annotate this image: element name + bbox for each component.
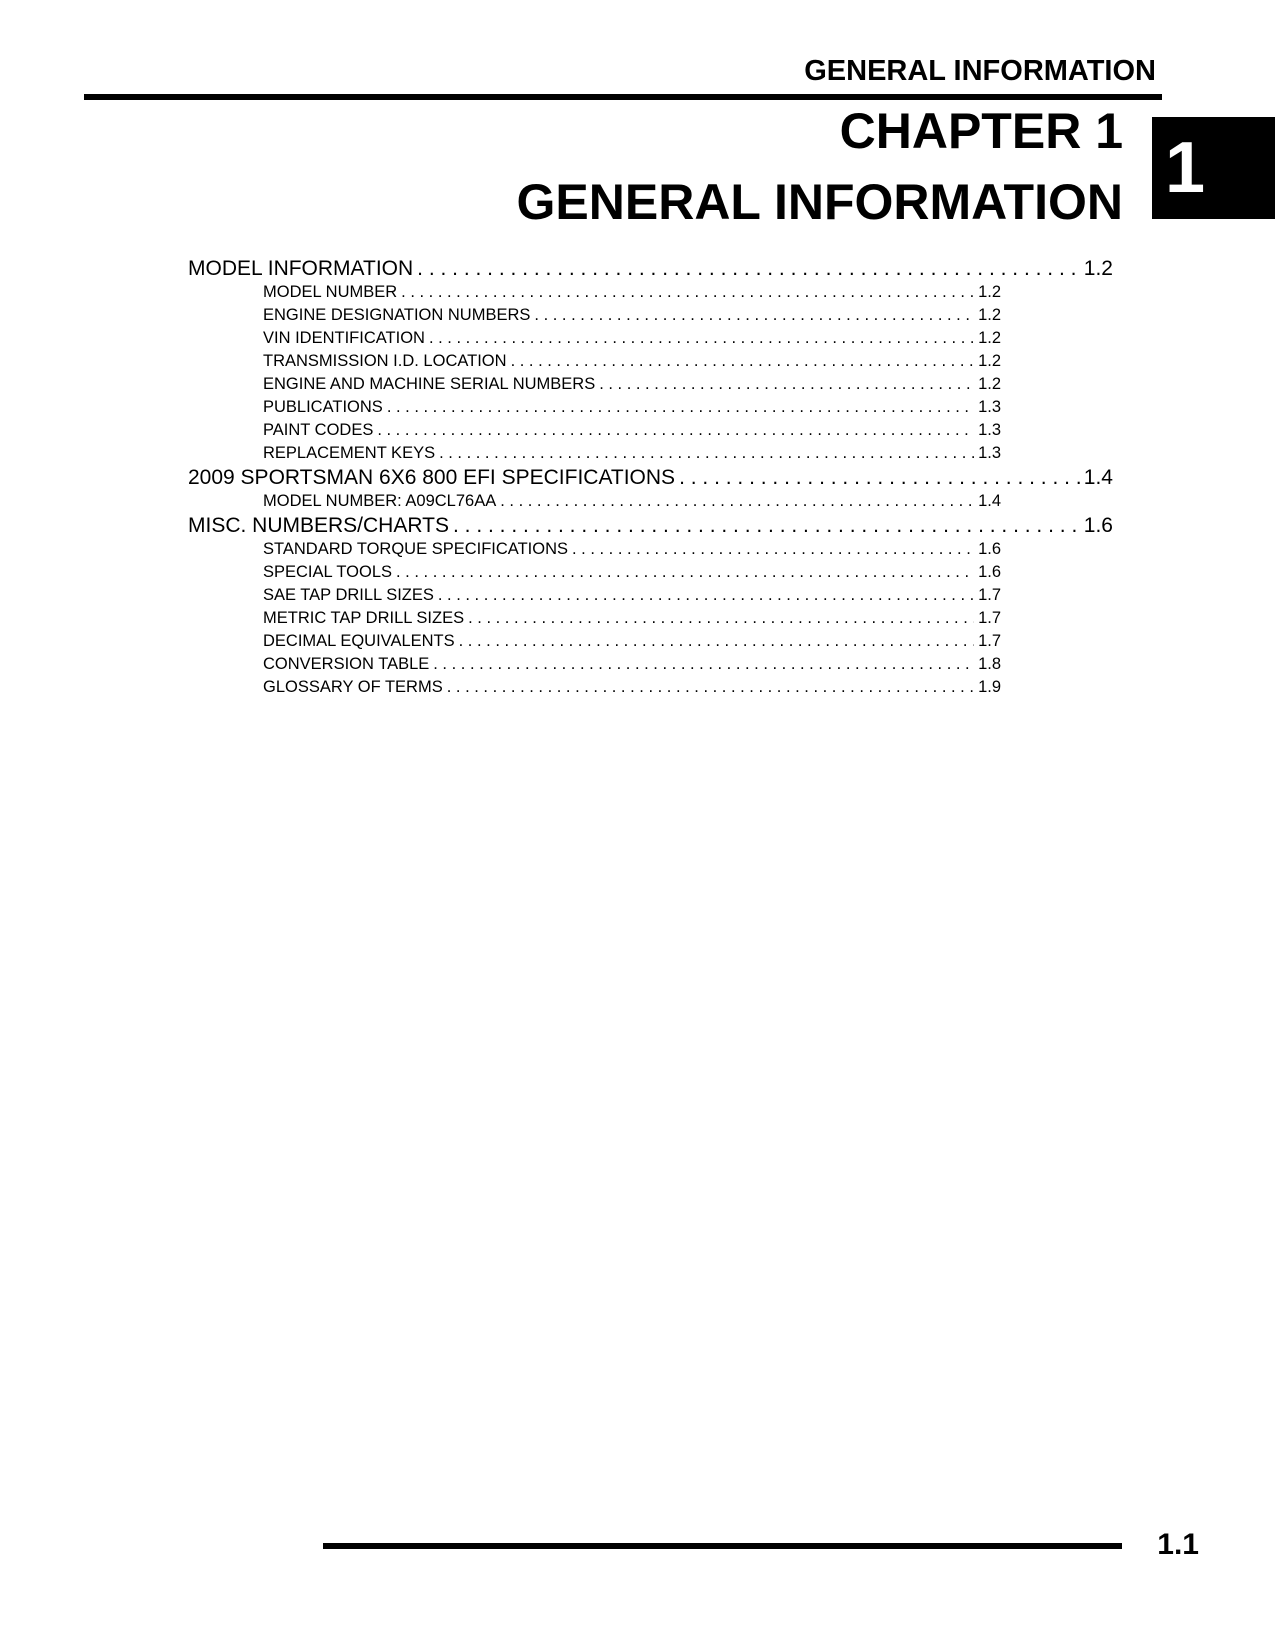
chapter-tab: 1 bbox=[1152, 117, 1275, 219]
toc-entry-page: 1.7 bbox=[978, 586, 1001, 604]
toc-entry-label: MODEL NUMBER: A09CL76AA bbox=[263, 492, 497, 510]
toc-subsection-entry[interactable] bbox=[263, 442, 1001, 465]
toc-entry-page: 1.4 bbox=[978, 492, 1001, 510]
running-header-title: GENERAL INFORMATION bbox=[804, 55, 1156, 87]
toc-subsection-entry[interactable] bbox=[263, 396, 1001, 419]
toc-dot-leader bbox=[438, 584, 974, 607]
toc-dot-leader bbox=[534, 304, 974, 327]
page-number: 1.1 bbox=[1157, 1528, 1199, 1561]
toc-entry-label: METRIC TAP DRILL SIZES bbox=[263, 609, 465, 627]
toc-subsection-entry[interactable] bbox=[263, 653, 1001, 676]
table-of-contents bbox=[188, 256, 1113, 699]
toc-entry-label: STANDARD TORQUE SPECIFICATIONS bbox=[263, 540, 568, 558]
toc-entry-page: 1.2 bbox=[978, 375, 1001, 393]
toc-subsection-entry[interactable] bbox=[263, 304, 1001, 327]
chapter-title: GENERAL INFORMATION bbox=[516, 174, 1123, 230]
toc-dot-leader bbox=[511, 350, 975, 373]
toc-dot-leader bbox=[396, 561, 974, 584]
toc-dot-leader bbox=[387, 396, 974, 419]
toc-entry-page: 1.7 bbox=[978, 632, 1001, 650]
toc-subsection-entry[interactable] bbox=[263, 584, 1001, 607]
toc-subsection-entry[interactable] bbox=[263, 561, 1001, 584]
toc-entry-label: PUBLICATIONS bbox=[263, 398, 383, 416]
toc-section-entry[interactable] bbox=[188, 256, 1113, 281]
toc-entry-label: MODEL NUMBER bbox=[263, 283, 398, 301]
toc-entry-page: 1.2 bbox=[978, 283, 1001, 301]
toc-entry-page: 1.8 bbox=[978, 655, 1001, 673]
toc-subsection-entry[interactable] bbox=[263, 676, 1001, 699]
toc-entry-page: 1.3 bbox=[978, 444, 1001, 462]
toc-entry-page: 1.6 bbox=[978, 563, 1001, 581]
toc-subsection-entry[interactable] bbox=[263, 373, 1001, 396]
toc-subsection-entry[interactable] bbox=[263, 630, 1001, 653]
toc-entry-label: MODEL INFORMATION bbox=[188, 257, 414, 280]
toc-dot-leader bbox=[417, 256, 1080, 281]
toc-entry-page: 1.4 bbox=[1083, 466, 1113, 489]
toc-dot-leader bbox=[599, 373, 974, 396]
footer-rule bbox=[323, 1543, 1122, 1549]
toc-entry-page: 1.6 bbox=[978, 540, 1001, 558]
toc-dot-leader bbox=[453, 513, 1080, 538]
toc-dot-leader bbox=[439, 442, 974, 465]
toc-section-entry[interactable] bbox=[188, 513, 1113, 538]
toc-dot-leader bbox=[401, 281, 974, 304]
toc-entry-label: GLOSSARY OF TERMS bbox=[263, 678, 443, 696]
toc-dot-leader bbox=[433, 653, 974, 676]
toc-dot-leader bbox=[429, 327, 974, 350]
toc-entry-page: 1.2 bbox=[1083, 257, 1113, 280]
toc-entry-page: 1.2 bbox=[978, 352, 1001, 370]
toc-subsection-entry[interactable] bbox=[263, 419, 1001, 442]
toc-section-entry[interactable] bbox=[188, 465, 1113, 490]
toc-entry-label: ENGINE AND MACHINE SERIAL NUMBERS bbox=[263, 375, 596, 393]
toc-subsection-entry[interactable] bbox=[263, 607, 1001, 630]
toc-dot-leader bbox=[679, 465, 1080, 490]
toc-entry-label: DECIMAL EQUIVALENTS bbox=[263, 632, 455, 650]
toc-entry-label: PAINT CODES bbox=[263, 421, 374, 439]
toc-entry-label: SPECIAL TOOLS bbox=[263, 563, 393, 581]
toc-dot-leader bbox=[447, 676, 974, 699]
toc-dot-leader bbox=[377, 419, 974, 442]
toc-entry-page: 1.2 bbox=[978, 329, 1001, 347]
toc-subsection-entry[interactable] bbox=[263, 350, 1001, 373]
toc-dot-leader bbox=[459, 630, 974, 653]
toc-entry-label: ENGINE DESIGNATION NUMBERS bbox=[263, 306, 531, 324]
toc-dot-leader bbox=[572, 538, 974, 561]
toc-entry-label: CONVERSION TABLE bbox=[263, 655, 430, 673]
toc-dot-leader bbox=[468, 607, 974, 630]
toc-dot-leader bbox=[500, 490, 974, 513]
toc-subsection-entry[interactable] bbox=[263, 538, 1001, 561]
toc-entry-page: 1.9 bbox=[978, 678, 1001, 696]
toc-entry-label: TRANSMISSION I.D. LOCATION bbox=[263, 352, 507, 370]
toc-entry-label: 2009 SPORTSMAN 6X6 800 EFI SPECIFICATIONS bbox=[188, 466, 676, 489]
toc-entry-page: 1.6 bbox=[1083, 514, 1113, 537]
chapter-number: CHAPTER 1 bbox=[839, 103, 1123, 159]
toc-subsection-entry[interactable] bbox=[263, 281, 1001, 304]
toc-entry-page: 1.2 bbox=[978, 306, 1001, 324]
toc-entry-page: 1.3 bbox=[978, 421, 1001, 439]
toc-entry-label: REPLACEMENT KEYS bbox=[263, 444, 436, 462]
toc-entry-label: MISC. NUMBERS/CHARTS bbox=[188, 514, 449, 537]
toc-entry-label: VIN IDENTIFICATION bbox=[263, 329, 425, 347]
toc-subsection-entry[interactable] bbox=[263, 327, 1001, 350]
toc-entry-page: 1.7 bbox=[978, 609, 1001, 627]
toc-entry-label: SAE TAP DRILL SIZES bbox=[263, 586, 434, 604]
toc-subsection-entry[interactable] bbox=[263, 490, 1001, 513]
toc-entry-page: 1.3 bbox=[978, 398, 1001, 416]
